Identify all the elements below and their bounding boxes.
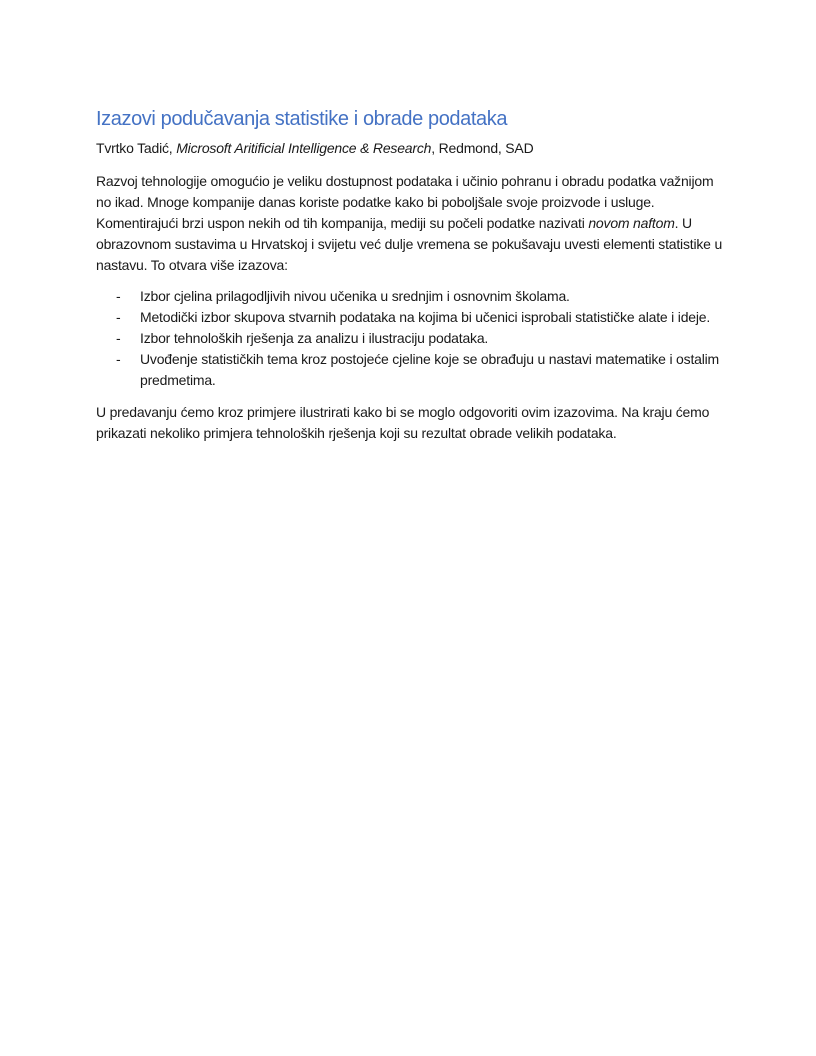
closing-paragraph: U predavanju ćemo kroz primjere ilustrirati kako bi se moglo odgovoriti ovim izazovima. Na kraju ćemo prikazati nekoliko primjera tehnoloških rješenja koji su rezultat obrade velikih podataka.: [96, 404, 710, 441]
intro-paragraph: [96, 171, 724, 276]
list-item-text: Uvođenje statističkih tema kroz postojeće cjeline koje se obrađuju u nastavi matematike i ostalim predmetima.: [140, 351, 719, 388]
list-item-text: Metodički izbor skupova stvarnih podataka na kojima bi učenici isprobali statističke alate i ideje.: [140, 309, 711, 325]
list-item: [96, 286, 724, 307]
list-item: [96, 307, 724, 328]
author-affiliation: Microsoft Aritificial Intelligence & Research: [176, 140, 432, 156]
list-bullet: -: [116, 288, 121, 304]
author-location: , Redmond, SAD: [431, 140, 534, 156]
list-item-text: Izbor tehnoloških rješenja za analizu i ilustraciju podataka.: [140, 330, 489, 346]
list-item-text: Izbor cjelina prilagodljivih nivou učenika u srednjim i osnovnim školama.: [140, 288, 570, 304]
intro-paragraph-text-1: Razvoj tehnologije omogućio je veliku dostupnost podataka i učinio pohranu i obradu podatka važnijom no ikad. Mnoge kompanije danas koriste podatke kako bi poboljšale svoje proizvode i usluge. Komentirajući brzi uspon nekih od tih kompanija, mediji su počeli podatke nazivati: [96, 173, 714, 231]
intro-paragraph-text-2: . U obrazovnom sustavima u Hrvatskoj i svijetu već dulje vremena se pokušavaju uvesti elementi statistike u nastavu. To otvara više izazova:: [96, 215, 723, 273]
intro-paragraph-italic-phrase: novom naftom: [588, 215, 675, 231]
author-byline: [96, 139, 724, 158]
list-bullet: -: [116, 309, 121, 325]
challenges-list: [96, 286, 724, 391]
page-content: [0, 0, 816, 444]
list-item: [96, 328, 724, 349]
document-title: Izazovi podučavanja statistike i obrade podataka: [96, 108, 508, 130]
list-bullet: -: [116, 330, 121, 346]
list-item: [96, 349, 724, 391]
author-name: Tvrtko Tadić,: [96, 140, 177, 156]
list-bullet: -: [116, 351, 121, 367]
